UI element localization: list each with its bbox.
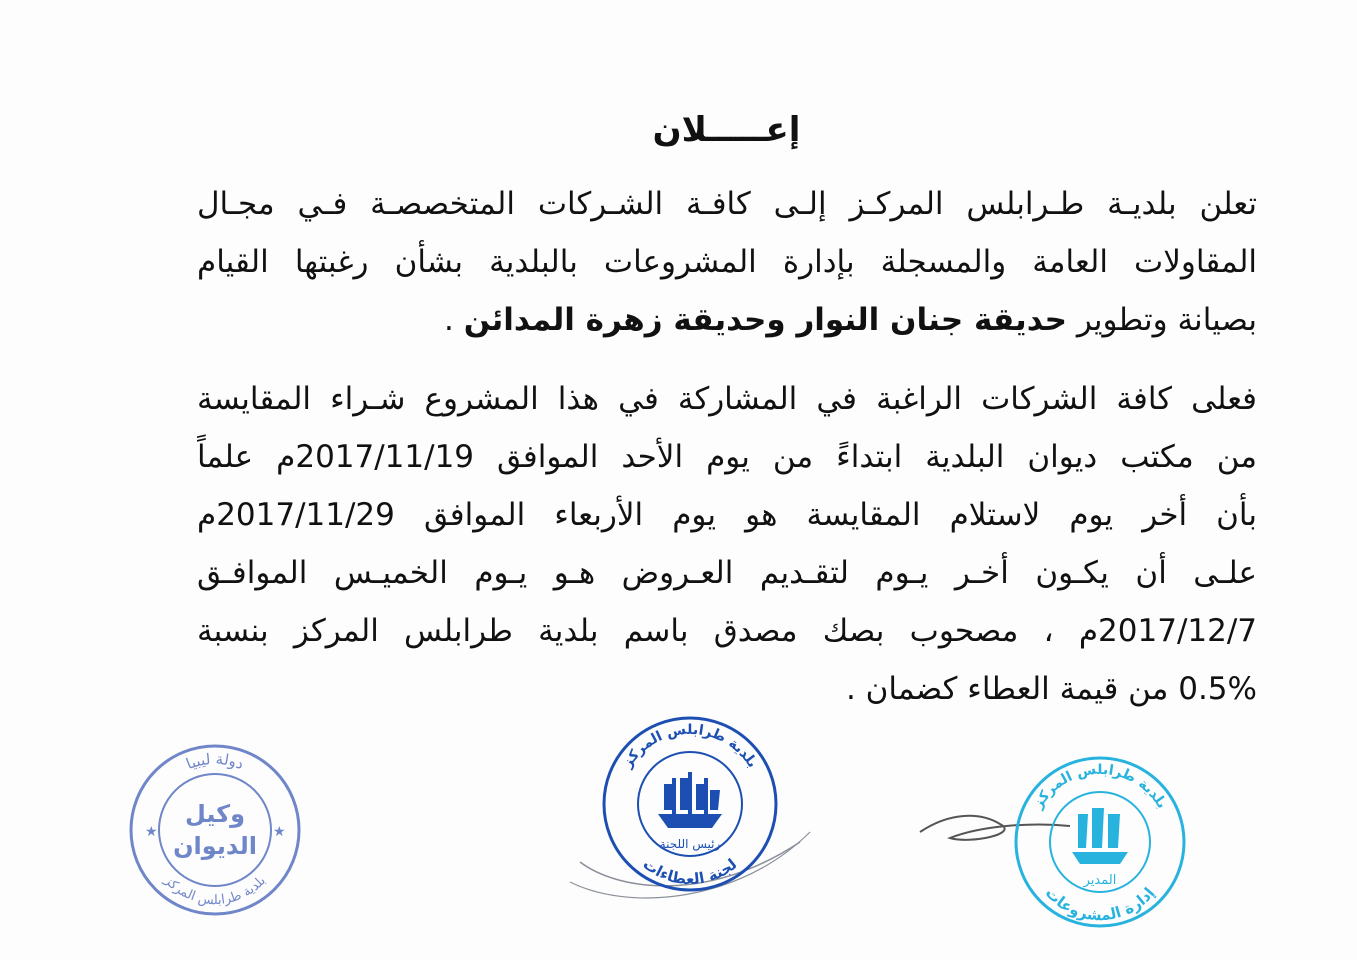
paragraph-2-line-2: من مكتب ديوان البلدية ابتداءً من يوم الأحد الموافق 2017/11/19م علماً xyxy=(197,439,1257,475)
paragraph-1-line-1: تعلن بلديـة طـرابلس المركـز إلـى كافـة الشـركات المتخصصـة فـي مجـال xyxy=(197,186,1257,222)
paragraph-2-line-1: فعلى كافة الشركات الراغبة في المشاركة في هذا المشروع شـراء المقايسة xyxy=(197,381,1257,417)
paragraph-2-line-5: 2017/12/7م ، مصحوب بصك مصدق باسم بلدية طرابلس المركز بنسبة xyxy=(197,613,1257,649)
stamp-left-ring-top: دولة ليبيا xyxy=(183,749,247,774)
stamp-right-center: المدير xyxy=(1083,873,1117,888)
stamp-right-ring-top: بلدية طرابلس المركز xyxy=(1030,761,1170,812)
tenders-committee-stamp xyxy=(560,712,820,912)
paragraph-1-line-2: المقاولات العامة والمسجلة بإدارة المشروعات بالبلدية بشأن رغبتها القيام xyxy=(197,244,1257,280)
paragraph-1-line-3 xyxy=(197,291,1257,349)
stamp-left-line-1: وكيل xyxy=(184,800,246,828)
signature-mark xyxy=(920,816,1070,840)
paragraph-2-line-3: بأن أخر يوم لاستلام المقايسة هو يوم الأربعاء الموافق 2017/11/29م xyxy=(197,497,1257,533)
stamp-mid-center: رئيس اللجنة xyxy=(659,837,721,851)
projects-admin-stamp xyxy=(910,752,1200,942)
stamp-right-ring-bottom: إدارة المشروعات xyxy=(1041,883,1159,925)
diwan-agent-stamp xyxy=(125,740,305,920)
stamp-mid-ring-top: بلدية طرابلس المركز xyxy=(619,721,761,771)
stamp-mid-ring-bottom: لجنة العطاءات xyxy=(639,854,741,889)
paragraph-2-line-6: 0.5% من قيمة العطاء كضمان . xyxy=(845,671,1257,707)
paragraph-2 xyxy=(197,370,1257,718)
project-intro-text: بصيانة وتطوير xyxy=(1076,302,1257,338)
sentence-end: . xyxy=(444,302,454,338)
paragraph-2-line-4: علـى أن يكـون أخـر يـوم لتقـديم العـروض هـو يـوم الخميـس الموافـق xyxy=(197,555,1257,591)
star-icon: ★ xyxy=(273,824,286,840)
stamp-left-ring-bottom: بلدية طرابلس المركز xyxy=(161,873,269,909)
paragraph-1 xyxy=(197,175,1257,349)
ship-emblem-icon xyxy=(1072,808,1128,864)
ship-emblem-icon xyxy=(658,772,722,828)
announcement-title: إعـــــلان xyxy=(652,110,801,150)
project-name: حديقة جنان النوار وحديقة زهرة المدائن xyxy=(463,302,1067,338)
star-icon: ★ xyxy=(145,824,158,840)
stamp-left-line-2: الديوان xyxy=(173,832,257,860)
